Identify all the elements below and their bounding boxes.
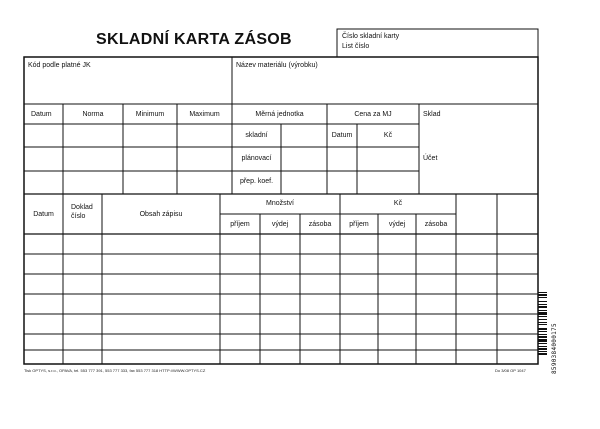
material-name-label: Název materiálu (výrobku) bbox=[236, 62, 318, 69]
form-code-footer: Do 3/08 OP 1047 bbox=[495, 368, 526, 373]
warehouse-unit-label: skladní bbox=[245, 132, 268, 139]
barcode-digits: 8590384000175 bbox=[551, 323, 558, 374]
quantity-label: Množství bbox=[265, 200, 294, 207]
quantity-stock-label: zásoba bbox=[308, 221, 332, 228]
document-label-line2: číslo bbox=[71, 213, 86, 220]
amount-currency-label: Kč bbox=[393, 200, 403, 207]
amount-income-label: příjem bbox=[349, 221, 369, 228]
document-label-line1: Doklad bbox=[71, 204, 93, 211]
entry-content-label: Obsah zápisu bbox=[139, 211, 183, 218]
unit-label: Měrná jednotka bbox=[255, 111, 304, 118]
conversion-coef-label: přep. koef. bbox=[239, 178, 274, 185]
sheet-number-label: List číslo bbox=[342, 43, 370, 50]
price-date-label: Datum bbox=[331, 132, 353, 139]
quantity-income-label: příjem bbox=[230, 221, 250, 228]
amount-stock-label: zásoba bbox=[424, 221, 448, 228]
price-currency-label: Kč bbox=[383, 132, 393, 139]
form-title: SKLADNÍ KARTA ZÁSOB bbox=[96, 31, 292, 48]
amount-issue-label: výdej bbox=[388, 221, 406, 228]
warehouse-label: Sklad bbox=[423, 111, 441, 118]
card-number-label: Číslo skladní karty bbox=[342, 33, 400, 40]
date-label: Datum bbox=[31, 111, 52, 118]
maximum-label: Maximum bbox=[189, 111, 220, 118]
minimum-label: Minimum bbox=[135, 111, 165, 118]
account-label: Účet bbox=[423, 155, 438, 162]
jk-code-label: Kód podle platné JK bbox=[28, 62, 91, 69]
price-per-unit-label: Cena za MJ bbox=[354, 111, 392, 118]
printer-footer: Tisk OPTYS, s.r.o., OPAVA, tel. 553 777 391, 553 777 333, fax 553 777 318 HTTP://WWW.OPTYS.CZ bbox=[24, 368, 206, 373]
ledger-date-label: Datum bbox=[33, 211, 54, 218]
planning-unit-label: plánovací bbox=[241, 155, 272, 162]
quantity-issue-label: výdej bbox=[271, 221, 289, 228]
norm-label: Norma bbox=[82, 111, 104, 118]
